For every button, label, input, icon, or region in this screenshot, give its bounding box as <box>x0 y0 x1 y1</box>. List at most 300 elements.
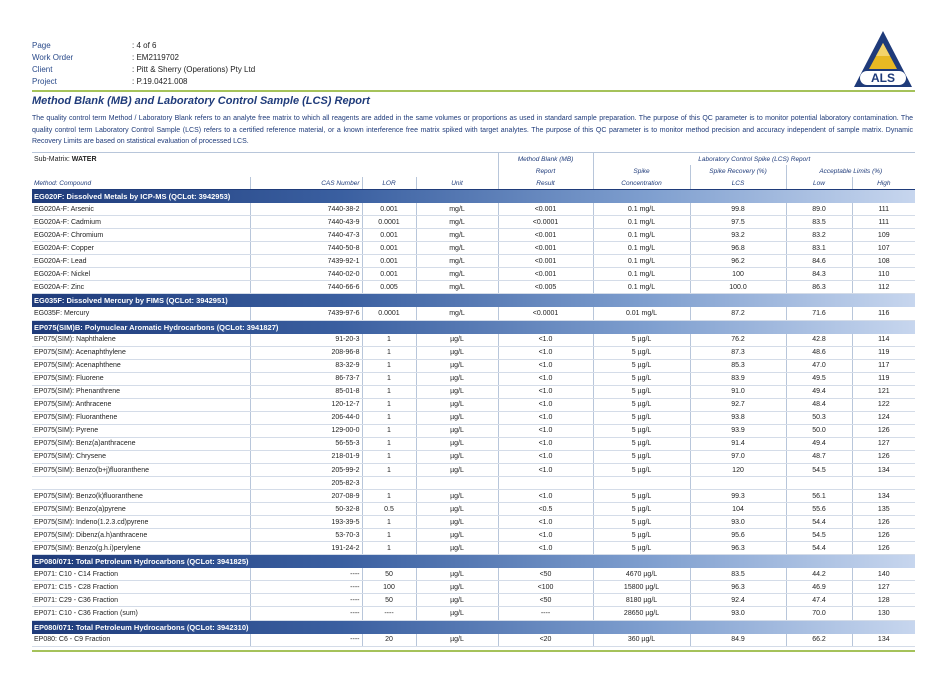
cell-cas: 7440-43-9 <box>250 216 362 229</box>
cell-concentration: 5 µg/L <box>593 398 690 411</box>
cell-lcs: 100.0 <box>690 281 786 294</box>
cell-low: 84.6 <box>786 255 852 268</box>
col-cas: CAS Number <box>250 177 362 190</box>
header-row-project <box>32 76 255 88</box>
header-label: Page <box>32 41 51 50</box>
cell-concentration: 5 µg/L <box>593 411 690 424</box>
cell-lor: 1 <box>362 359 416 372</box>
header-row-work-order <box>32 52 255 64</box>
cell-cas: 7440-47-3 <box>250 229 362 242</box>
cell-unit: µg/L <box>416 346 498 359</box>
header-label: Work Order <box>32 53 74 62</box>
cell-lor: 100 <box>362 581 416 594</box>
cell-unit: µg/L <box>416 568 498 581</box>
cell-low: 44.2 <box>786 568 852 581</box>
cell-lcs: 97.5 <box>690 216 786 229</box>
cell-low: 48.7 <box>786 450 852 463</box>
cell-lcs: 93.0 <box>690 607 786 620</box>
header-value: : 4 of 6 <box>132 41 157 50</box>
cell-result: <1.0 <box>498 334 593 347</box>
cell-high: 135 <box>852 503 915 516</box>
cell-unit: µg/L <box>416 411 498 424</box>
cell-lcs: 84.9 <box>690 634 786 647</box>
table-body <box>32 190 915 646</box>
cell-lor: 1 <box>362 542 416 555</box>
cell-concentration: 0.1 mg/L <box>593 255 690 268</box>
cell-compound: EP075(SIM): Benzo(b+j)fluoranthene <box>32 463 250 476</box>
cell-result: <1.0 <box>498 463 593 476</box>
qc-group-title: EG035F: Dissolved Mercury by FIMS (QCLot: 3942951) <box>32 294 915 308</box>
cell-lor: 1 <box>362 372 416 385</box>
cell-result: <1.0 <box>498 542 593 555</box>
cell-lcs: 96.8 <box>690 242 786 255</box>
qc-group-header <box>32 620 915 634</box>
table-row <box>32 477 915 490</box>
qc-group-title: EP080/071: Total Petroleum Hydrocarbons (QCLot: 3941825) <box>32 555 915 569</box>
cell-cas: 191-24-2 <box>250 542 362 555</box>
cell-lcs: 100 <box>690 268 786 281</box>
cell-concentration: 5 µg/L <box>593 359 690 372</box>
spike-header: Spike <box>593 165 690 177</box>
cell-result: <0.0001 <box>498 307 593 320</box>
cell-concentration: 0.1 mg/L <box>593 229 690 242</box>
cell-lor: 50 <box>362 568 416 581</box>
top-divider <box>32 90 915 92</box>
table-row <box>32 463 915 476</box>
mb-header-report: Report <box>498 165 593 177</box>
cell-compound: EG020A-F: Cadmium <box>32 216 250 229</box>
cell-high: 111 <box>852 203 915 216</box>
cell-cas: 7440-38-2 <box>250 203 362 216</box>
cell-result: <1.0 <box>498 398 593 411</box>
cell-result: <50 <box>498 568 593 581</box>
cell-compound: EP071: C10 - C36 Fraction (sum) <box>32 607 250 620</box>
table-row <box>32 281 915 294</box>
cell-cas: ---- <box>250 594 362 607</box>
cell-lcs: 76.2 <box>690 334 786 347</box>
cell-lcs: 96.2 <box>690 255 786 268</box>
cell-concentration: 5 µg/L <box>593 424 690 437</box>
cell-high: 111 <box>852 216 915 229</box>
cell-unit: µg/L <box>416 450 498 463</box>
cell-compound: EG020A-F: Copper <box>32 242 250 255</box>
cell-result: <0.001 <box>498 268 593 281</box>
cell-lor: 1 <box>362 346 416 359</box>
cell-unit: µg/L <box>416 516 498 529</box>
cell-lor: 0.001 <box>362 229 416 242</box>
cell-concentration: 5 µg/L <box>593 346 690 359</box>
cell-cas: ---- <box>250 581 362 594</box>
cell-cas: 120-12-7 <box>250 398 362 411</box>
cell-cas: ---- <box>250 568 362 581</box>
cell-cas: 207-08-9 <box>250 490 362 503</box>
cell-lor: 20 <box>362 634 416 647</box>
cell-high: 134 <box>852 463 915 476</box>
qc-group-title: EP075(SIM)B: Polynuclear Aromatic Hydrocarbons (QCLot: 3941827) <box>32 320 915 334</box>
cell-unit: mg/L <box>416 242 498 255</box>
header-value: : EM2119702 <box>132 53 179 62</box>
cell-lcs: 99.3 <box>690 490 786 503</box>
header-label: Client <box>32 65 53 74</box>
header-row-page <box>32 40 255 52</box>
cell-compound: EP071: C10 - C14 Fraction <box>32 568 250 581</box>
cell-compound: EP075(SIM): Indeno(1.2.3.cd)pyrene <box>32 516 250 529</box>
cell-low: 71.6 <box>786 307 852 320</box>
cell-lor: 1 <box>362 516 416 529</box>
cell-result: <1.0 <box>498 385 593 398</box>
table-row <box>32 516 915 529</box>
cell-lor: 0.001 <box>362 242 416 255</box>
cell-high: 107 <box>852 242 915 255</box>
cell-high: 119 <box>852 372 915 385</box>
cell-high: 126 <box>852 529 915 542</box>
cell-low: 48.6 <box>786 346 852 359</box>
cell-lcs: 99.8 <box>690 203 786 216</box>
cell-low: 54.5 <box>786 529 852 542</box>
cell-cas: 218-01-9 <box>250 450 362 463</box>
cell-concentration: 5 µg/L <box>593 334 690 347</box>
cell-low: 54.4 <box>786 542 852 555</box>
cell-unit: µg/L <box>416 581 498 594</box>
cell-result: <20 <box>498 634 593 647</box>
als-logo <box>852 29 914 89</box>
cell-concentration: 0.1 mg/L <box>593 268 690 281</box>
cell-result: <1.0 <box>498 490 593 503</box>
cell-low: 49.4 <box>786 385 852 398</box>
cell-high: 116 <box>852 307 915 320</box>
table-row <box>32 385 915 398</box>
header-value: : P.19.0421.008 <box>132 77 188 86</box>
cell-unit: mg/L <box>416 281 498 294</box>
cell-cas: 205-99-2 <box>250 463 362 476</box>
cell-lor: 1 <box>362 529 416 542</box>
cell-concentration: 5 µg/L <box>593 529 690 542</box>
table-row <box>32 568 915 581</box>
cell-concentration <box>593 477 690 490</box>
cell-concentration: 0.1 mg/L <box>593 216 690 229</box>
cell-lcs: 83.9 <box>690 372 786 385</box>
cell-high: 130 <box>852 607 915 620</box>
cell-cas: 129-00-0 <box>250 424 362 437</box>
cell-low: 49.5 <box>786 372 852 385</box>
cell-low: 49.4 <box>786 437 852 450</box>
cell-unit: µg/L <box>416 437 498 450</box>
cell-lor: 1 <box>362 334 416 347</box>
cell-high: 126 <box>852 450 915 463</box>
cell-cas: 7440-66-6 <box>250 281 362 294</box>
cell-cas: 208-96-8 <box>250 346 362 359</box>
cell-high: 112 <box>852 281 915 294</box>
cell-lcs: 87.3 <box>690 346 786 359</box>
table-row <box>32 242 915 255</box>
cell-result: <0.5 <box>498 503 593 516</box>
cell-compound: EG020A-F: Arsenic <box>32 203 250 216</box>
col-high: High <box>852 177 915 190</box>
cell-low: 66.2 <box>786 634 852 647</box>
cell-low: 89.0 <box>786 203 852 216</box>
cell-cas: 53-70-3 <box>250 529 362 542</box>
cell-compound: EP075(SIM): Acenaphthylene <box>32 346 250 359</box>
cell-result: <1.0 <box>498 529 593 542</box>
cell-unit: µg/L <box>416 634 498 647</box>
cell-lcs: 91.0 <box>690 385 786 398</box>
cell-high: 126 <box>852 516 915 529</box>
cell-lor <box>362 477 416 490</box>
cell-compound: EP075(SIM): Benzo(k)fluoranthene <box>32 490 250 503</box>
cell-lcs: 85.3 <box>690 359 786 372</box>
cell-compound: EP075(SIM): Dibenz(a.h)anthracene <box>32 529 250 542</box>
qc-group-title: EG020F: Dissolved Metals by ICP-MS (QCLot: 3942953) <box>32 190 915 204</box>
cell-compound: EG020A-F: Lead <box>32 255 250 268</box>
cell-result: <1.0 <box>498 516 593 529</box>
cell-low: 54.5 <box>786 463 852 476</box>
cell-unit: mg/L <box>416 203 498 216</box>
cell-concentration: 5 µg/L <box>593 490 690 503</box>
cell-cas: 7440-50-8 <box>250 242 362 255</box>
cell-compound: EP071: C29 - C36 Fraction <box>32 594 250 607</box>
cell-unit: µg/L <box>416 463 498 476</box>
cell-high: 108 <box>852 255 915 268</box>
table-row <box>32 542 915 555</box>
cell-compound: EP075(SIM): Acenaphthene <box>32 359 250 372</box>
submatrix-label: Sub-Matrix: <box>34 155 70 163</box>
cell-high <box>852 477 915 490</box>
cell-unit: µg/L <box>416 529 498 542</box>
cell-low: 83.1 <box>786 242 852 255</box>
table-row <box>32 268 915 281</box>
cell-compound <box>32 477 250 490</box>
cell-unit: µg/L <box>416 503 498 516</box>
cell-lor: 0.001 <box>362 203 416 216</box>
cell-compound: EG020A-F: Zinc <box>32 281 250 294</box>
cell-low: 50.3 <box>786 411 852 424</box>
cell-low: 86.3 <box>786 281 852 294</box>
cell-result: <0.0001 <box>498 216 593 229</box>
cell-lcs: 120 <box>690 463 786 476</box>
table-row <box>32 450 915 463</box>
cell-high: 122 <box>852 398 915 411</box>
cell-high: 126 <box>852 542 915 555</box>
table-row <box>32 634 915 647</box>
cell-cas: 205-82-3 <box>250 477 362 490</box>
cell-unit: µg/L <box>416 359 498 372</box>
cell-lor: 0.5 <box>362 503 416 516</box>
cell-lcs: 93.0 <box>690 516 786 529</box>
cell-concentration: 4670 µg/L <box>593 568 690 581</box>
cell-lor: 0.001 <box>362 255 416 268</box>
cell-low: 54.4 <box>786 516 852 529</box>
cell-high: 126 <box>852 424 915 437</box>
cell-concentration: 5 µg/L <box>593 542 690 555</box>
cell-unit: µg/L <box>416 398 498 411</box>
cell-compound: EP075(SIM): Pyrene <box>32 424 250 437</box>
cell-concentration: 5 µg/L <box>593 437 690 450</box>
cell-concentration: 0.1 mg/L <box>593 242 690 255</box>
cell-compound: EG020A-F: Chromium <box>32 229 250 242</box>
table-header-row-1 <box>32 153 915 166</box>
cell-lor: 1 <box>362 490 416 503</box>
cell-result: <1.0 <box>498 346 593 359</box>
col-lcs: LCS <box>690 177 786 190</box>
submatrix-value: WATER <box>71 155 97 163</box>
header-label: Project <box>32 77 57 86</box>
cell-lor: 0.001 <box>362 268 416 281</box>
cell-lcs: 95.6 <box>690 529 786 542</box>
cell-unit: µg/L <box>416 372 498 385</box>
cell-cas: ---- <box>250 607 362 620</box>
cell-result: <0.001 <box>498 229 593 242</box>
cell-concentration: 28650 µg/L <box>593 607 690 620</box>
table-row <box>32 359 915 372</box>
table-row <box>32 503 915 516</box>
cell-lcs: 104 <box>690 503 786 516</box>
table-header-row-2 <box>32 165 915 177</box>
cell-high: 127 <box>852 437 915 450</box>
cell-lor: 0.0001 <box>362 307 416 320</box>
cell-lcs: 93.8 <box>690 411 786 424</box>
cell-high: 121 <box>852 385 915 398</box>
cell-cas: 206-44-0 <box>250 411 362 424</box>
header-value: : Pitt & Sherry (Operations) Pty Ltd <box>132 65 256 74</box>
cell-concentration: 0.01 mg/L <box>593 307 690 320</box>
cell-lcs: 92.4 <box>690 594 786 607</box>
cell-lcs: 83.5 <box>690 568 786 581</box>
table-row <box>32 334 915 347</box>
cell-cas: 50-32-8 <box>250 503 362 516</box>
cell-low: 48.4 <box>786 398 852 411</box>
cell-high: 127 <box>852 581 915 594</box>
cell-cas: 85-01-8 <box>250 385 362 398</box>
cell-result: <1.0 <box>498 372 593 385</box>
cell-low: 47.4 <box>786 594 852 607</box>
cell-concentration: 15800 µg/L <box>593 581 690 594</box>
cell-compound: EP075(SIM): Chrysene <box>32 450 250 463</box>
table-row <box>32 607 915 620</box>
cell-lor: 0.0001 <box>362 216 416 229</box>
cell-lor: 1 <box>362 463 416 476</box>
cell-compound: EP075(SIM): Benzo(a)pyrene <box>32 503 250 516</box>
col-lor: LOR <box>362 177 416 190</box>
cell-cas: 83-32-9 <box>250 359 362 372</box>
cell-cas: 91-20-3 <box>250 334 362 347</box>
lcs-header: Laboratory Control Spike (LCS) Report <box>593 153 915 166</box>
submatrix <box>32 153 498 166</box>
cell-unit: µg/L <box>416 542 498 555</box>
cell-lcs: 93.9 <box>690 424 786 437</box>
cell-lor: 1 <box>362 437 416 450</box>
table-row <box>32 581 915 594</box>
cell-lcs: 97.0 <box>690 450 786 463</box>
cell-result: <1.0 <box>498 450 593 463</box>
cell-result: <0.001 <box>498 203 593 216</box>
cell-unit: µg/L <box>416 607 498 620</box>
report-title: Method Blank (MB) and Laboratory Control Sample (LCS) Report <box>32 95 370 107</box>
cell-low: 70.0 <box>786 607 852 620</box>
cell-low: 83.2 <box>786 229 852 242</box>
cell-cas: 56-55-3 <box>250 437 362 450</box>
cell-unit: mg/L <box>416 216 498 229</box>
cell-result: <50 <box>498 594 593 607</box>
cell-lor: 50 <box>362 594 416 607</box>
cell-high: 119 <box>852 346 915 359</box>
cell-concentration: 0.1 mg/L <box>593 203 690 216</box>
cell-lor: 1 <box>362 398 416 411</box>
cell-low: 47.0 <box>786 359 852 372</box>
cell-result: ---- <box>498 607 593 620</box>
cell-cas: 86-73-7 <box>250 372 362 385</box>
qc-group-header <box>32 190 915 204</box>
cell-lor: 0.005 <box>362 281 416 294</box>
cell-high: 117 <box>852 359 915 372</box>
cell-lcs: 96.3 <box>690 542 786 555</box>
cell-unit: µg/L <box>416 490 498 503</box>
cell-result: <1.0 <box>498 424 593 437</box>
limits-header: Acceptable Limits (%) <box>819 167 883 175</box>
cell-unit: µg/L <box>416 594 498 607</box>
cell-high: 134 <box>852 634 915 647</box>
mb-header: Method Blank (MB) <box>498 153 593 166</box>
report-intro: The quality control term Method / Laboratory Blank refers to an analyte free matrix to which all reagents are added in the same volumes or proportions as used in standard sample preparation. The purpose of this QC parameter is to monitor potential laboratory contamination. The quality control term Laboratory Control Sample (LCS) refers to a certified reference material, or a known interference free matrix spiked with target analytes. The purpose of this QC parameter is to monitor method precision and accuracy independent of sample matrix. Dynamic Recovery Limits are based on statistical evaluation of processed LCS. <box>32 115 913 146</box>
cell-result: <0.001 <box>498 255 593 268</box>
cell-concentration: 5 µg/L <box>593 385 690 398</box>
cell-concentration: 5 µg/L <box>593 372 690 385</box>
cell-concentration: 8180 µg/L <box>593 594 690 607</box>
table-row <box>32 424 915 437</box>
cell-cas: ---- <box>250 634 362 647</box>
table-row <box>32 307 915 320</box>
col-unit: Unit <box>416 177 498 190</box>
cell-lor: ---- <box>362 607 416 620</box>
cell-lcs: 96.3 <box>690 581 786 594</box>
cell-concentration: 5 µg/L <box>593 450 690 463</box>
cell-result: <0.005 <box>498 281 593 294</box>
cell-result: <1.0 <box>498 359 593 372</box>
table-row <box>32 529 915 542</box>
cell-compound: EG035F: Mercury <box>32 307 250 320</box>
cell-unit: mg/L <box>416 255 498 268</box>
cell-compound: EP075(SIM): Fluoranthene <box>32 411 250 424</box>
cell-low: 42.8 <box>786 334 852 347</box>
cell-low: 83.5 <box>786 216 852 229</box>
table-row <box>32 490 915 503</box>
cell-low: 50.0 <box>786 424 852 437</box>
cell-concentration: 0.1 mg/L <box>593 281 690 294</box>
cell-cas: 7440-02-0 <box>250 268 362 281</box>
cell-concentration: 5 µg/L <box>593 516 690 529</box>
col-method: Method: Compound <box>32 177 250 190</box>
cell-lor: 1 <box>362 411 416 424</box>
table-row <box>32 398 915 411</box>
bottom-divider <box>32 650 915 652</box>
table-row <box>32 411 915 424</box>
cell-low: 46.9 <box>786 581 852 594</box>
qc-results-table <box>32 152 915 647</box>
cell-compound: EP075(SIM): Fluorene <box>32 372 250 385</box>
cell-unit: mg/L <box>416 268 498 281</box>
cell-concentration: 360 µg/L <box>593 634 690 647</box>
cell-lcs <box>690 477 786 490</box>
cell-cas: 7439-92-1 <box>250 255 362 268</box>
cell-result: <1.0 <box>498 411 593 424</box>
cell-compound: EP075(SIM): Anthracene <box>32 398 250 411</box>
logo-text: ALS <box>871 71 895 85</box>
cell-cas: 7439-97-6 <box>250 307 362 320</box>
cell-compound: EP075(SIM): Benzo(g.h.i)perylene <box>32 542 250 555</box>
cell-high: 109 <box>852 229 915 242</box>
header-row-client <box>32 64 255 76</box>
cell-lor: 1 <box>362 424 416 437</box>
cell-lcs: 91.4 <box>690 437 786 450</box>
